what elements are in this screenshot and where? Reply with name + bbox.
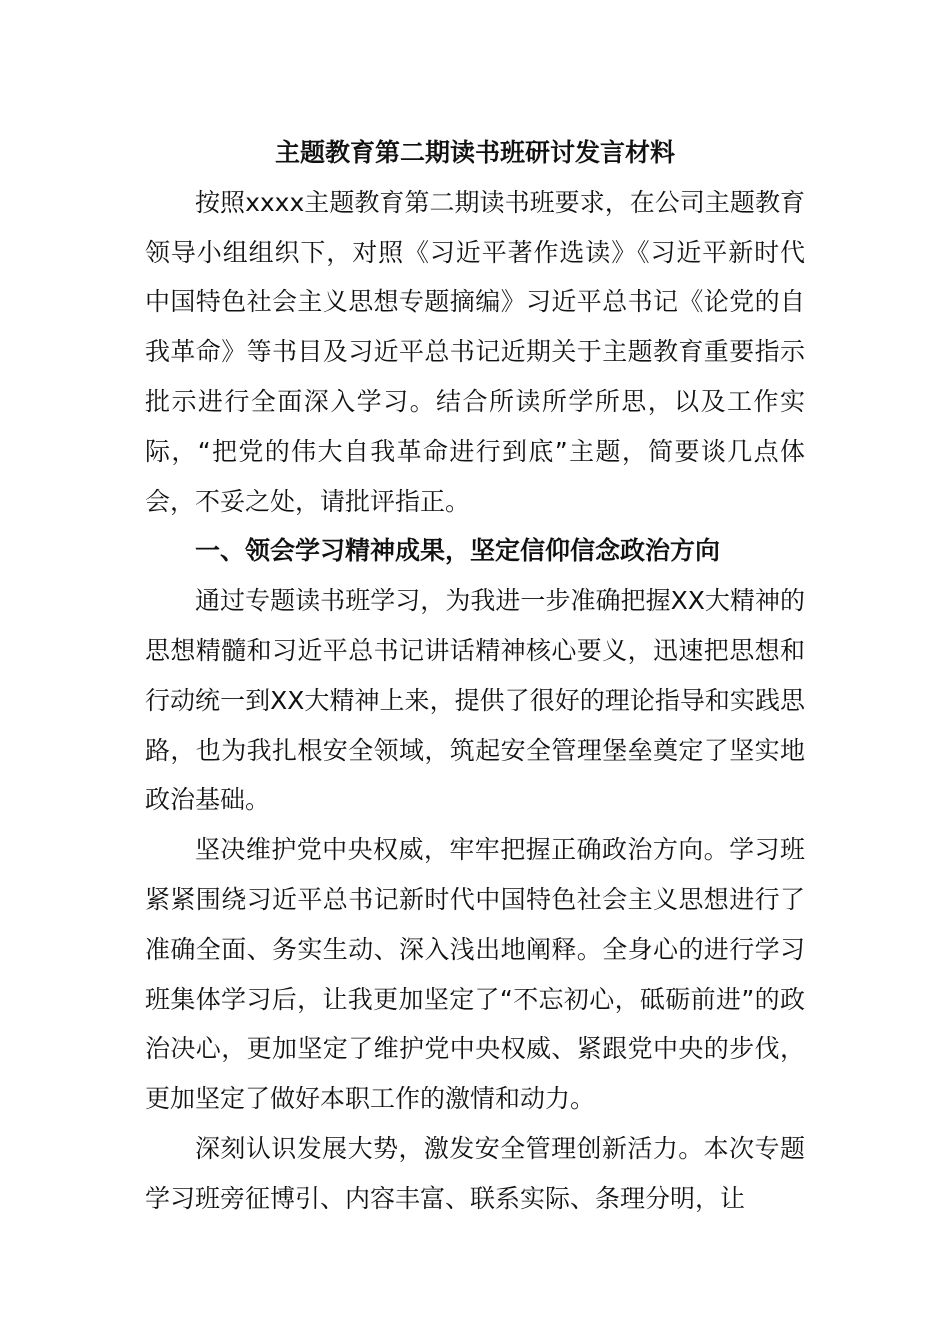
body-paragraph: 通过专题读书班学习，为我进一步准确把握XX大精神的思想精髓和习近平总书记讲话精神核心要义，迅速把思想和行动统一到XX大精神上来，提供了很好的理论指导和实践思路，也为我扎根安全领域，筑起安全管理堡垒奠定了坚实地政治基础。 xyxy=(145,586,805,815)
body-paragraph: 坚决维护党中央权威，牢牢把握正确政治方向。学习班紧紧围绕习近平总书记新时代中国特色社会主义思想进行了准确全面、务实生动、深入浅出地阐释。全身心的进行学习班集体学习后，让我更加坚定了“不忘初心，砥砺前进”的政治决心，更加坚定了维护党中央权威、紧跟党中央的步伐，更加坚定了做好本职工作的激情和动力。 xyxy=(145,835,805,1114)
document-title: 主题教育第二期读书班研讨发言材料 xyxy=(274,138,675,167)
intro-paragraph: 按照xxxx主题教育第二期读书班要求，在公司主题教育领导小组组织下，对照《习近平著作选读》《习近平新时代中国特色社会主义思想专题摘编》习近平总书记《论党的自我革命》等书目及习近平总书记近期关于主题教育重要指示批示进行全面深入学习。结合所读所学所思，以及工作实际，“把党的伟大自我革命进行到底”主题，简要谈几点体会，不妥之处，请批评指正。 xyxy=(145,187,805,516)
section-heading: 一、领会学习精神成果，坚定信仰信念政治方向 xyxy=(195,536,721,566)
body-paragraph: 深刻认识发展大势，激发安全管理创新活力。本次专题学习班旁征博引、内容丰富、联系实际、条理分明，让 xyxy=(145,1133,805,1213)
document-body xyxy=(145,128,805,1224)
